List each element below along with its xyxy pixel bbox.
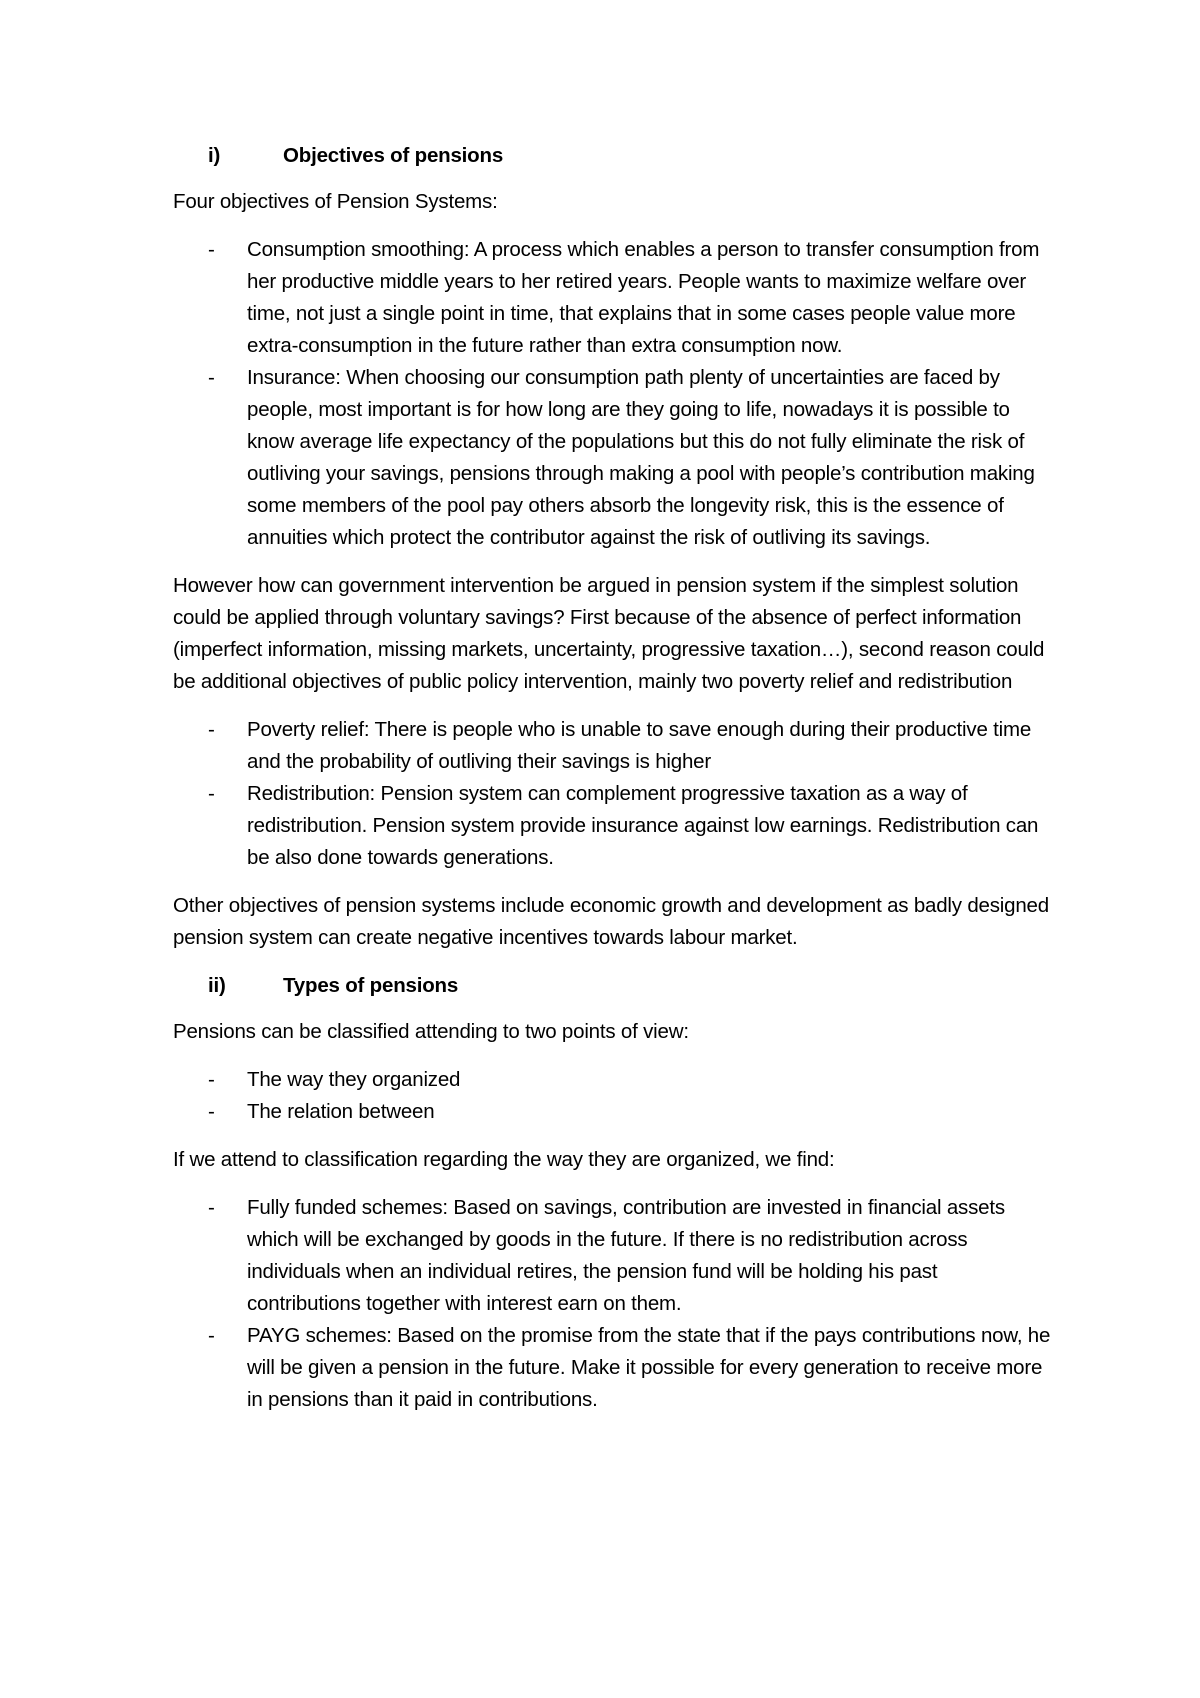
dash-bullet: -	[208, 718, 215, 741]
paragraph-other-objectives: Other objectives of pension systems include economic growth and development as badly designed pension system can create negative incentives towards labour market.	[173, 894, 1049, 949]
list-item-text: The way they organized	[247, 1068, 461, 1091]
list-item-text: The relation between	[247, 1100, 435, 1123]
list-item	[173, 1064, 1053, 1096]
dash-bullet: -	[208, 1100, 215, 1123]
document-body	[173, 140, 1053, 1432]
points-of-view-list	[173, 1064, 1053, 1128]
dash-bullet: -	[208, 1068, 215, 1091]
objectives-list	[173, 234, 1053, 554]
paragraph-intro-objectives: Four objectives of Pension Systems:	[173, 190, 498, 213]
section-heading-objectives	[173, 140, 1053, 172]
list-item-text: Poverty relief: There is people who is unable to save enough during their productive time and the probability of outliving their savings is higher	[247, 718, 1032, 773]
section-title: Objectives of pensions	[283, 144, 504, 167]
list-item-text: Consumption smoothing: A process which enables a person to transfer consumption from her productive middle years to her retired years. People wants to maximize welfare over time, not just a single point in time, that explains that in some cases people value more extra-consumption in the future rather than extra consumption now.	[247, 238, 1040, 357]
paragraph-government-intervention: However how can government intervention be argued in pension system if the simplest solution could be applied through voluntary savings? First because of the absence of perfect information (imperfect information, missing markets, uncertainty, progressive taxation…), second reason could be additional objectives of public policy intervention, mainly two poverty relief and redistribution	[173, 574, 1045, 693]
list-item	[173, 1192, 1053, 1320]
list-item	[173, 234, 1053, 362]
public-policy-list	[173, 714, 1053, 874]
list-item	[173, 1320, 1053, 1416]
schemes-list	[173, 1192, 1053, 1416]
list-item	[173, 778, 1053, 874]
list-item	[173, 362, 1053, 554]
dash-bullet: -	[208, 366, 215, 389]
section-title: Types of pensions	[283, 974, 459, 997]
list-item-text: PAYG schemes: Based on the promise from the state that if the pays contributions now, he will be given a pension in the future. Make it possible for every generation to receive more in pensions than it paid in contributions.	[247, 1324, 1051, 1411]
dash-bullet: -	[208, 1324, 215, 1347]
list-item-text: Redistribution: Pension system can complement progressive taxation as a way of redistribution. Pension system provide insurance against low earnings. Redistribution can be also done towards generations.	[247, 782, 1039, 869]
section-number: i)	[208, 144, 221, 167]
dash-bullet: -	[208, 782, 215, 805]
dash-bullet: -	[208, 238, 215, 261]
list-item	[173, 1096, 1053, 1128]
list-item-text: Fully funded schemes: Based on savings, contribution are invested in financial assets which will be exchanged by goods in the future. If there is no redistribution across individuals when an individual retires, the pension fund will be holding his past contributions together with interest earn on them.	[247, 1196, 1005, 1315]
list-item	[173, 714, 1053, 778]
list-item-text: Insurance: When choosing our consumption path plenty of uncertainties are faced by people, most important is for how long are they going to life, nowadays it is possible to know average life expectancy of the populations but this do not fully eliminate the risk of outliving your savings, pensions through making a pool with people’s contribution making some members of the pool pay others absorb the longevity risk, this is the essence of annuities which protect the contributor against the risk of outliving its savings.	[247, 366, 1035, 549]
paragraph-classification: If we attend to classification regarding the way they are organized, we find:	[173, 1148, 835, 1171]
section-heading-types	[173, 970, 1053, 1002]
paragraph-intro-types: Pensions can be classified attending to two points of view:	[173, 1020, 689, 1043]
dash-bullet: -	[208, 1196, 215, 1219]
section-number: ii)	[208, 974, 226, 997]
